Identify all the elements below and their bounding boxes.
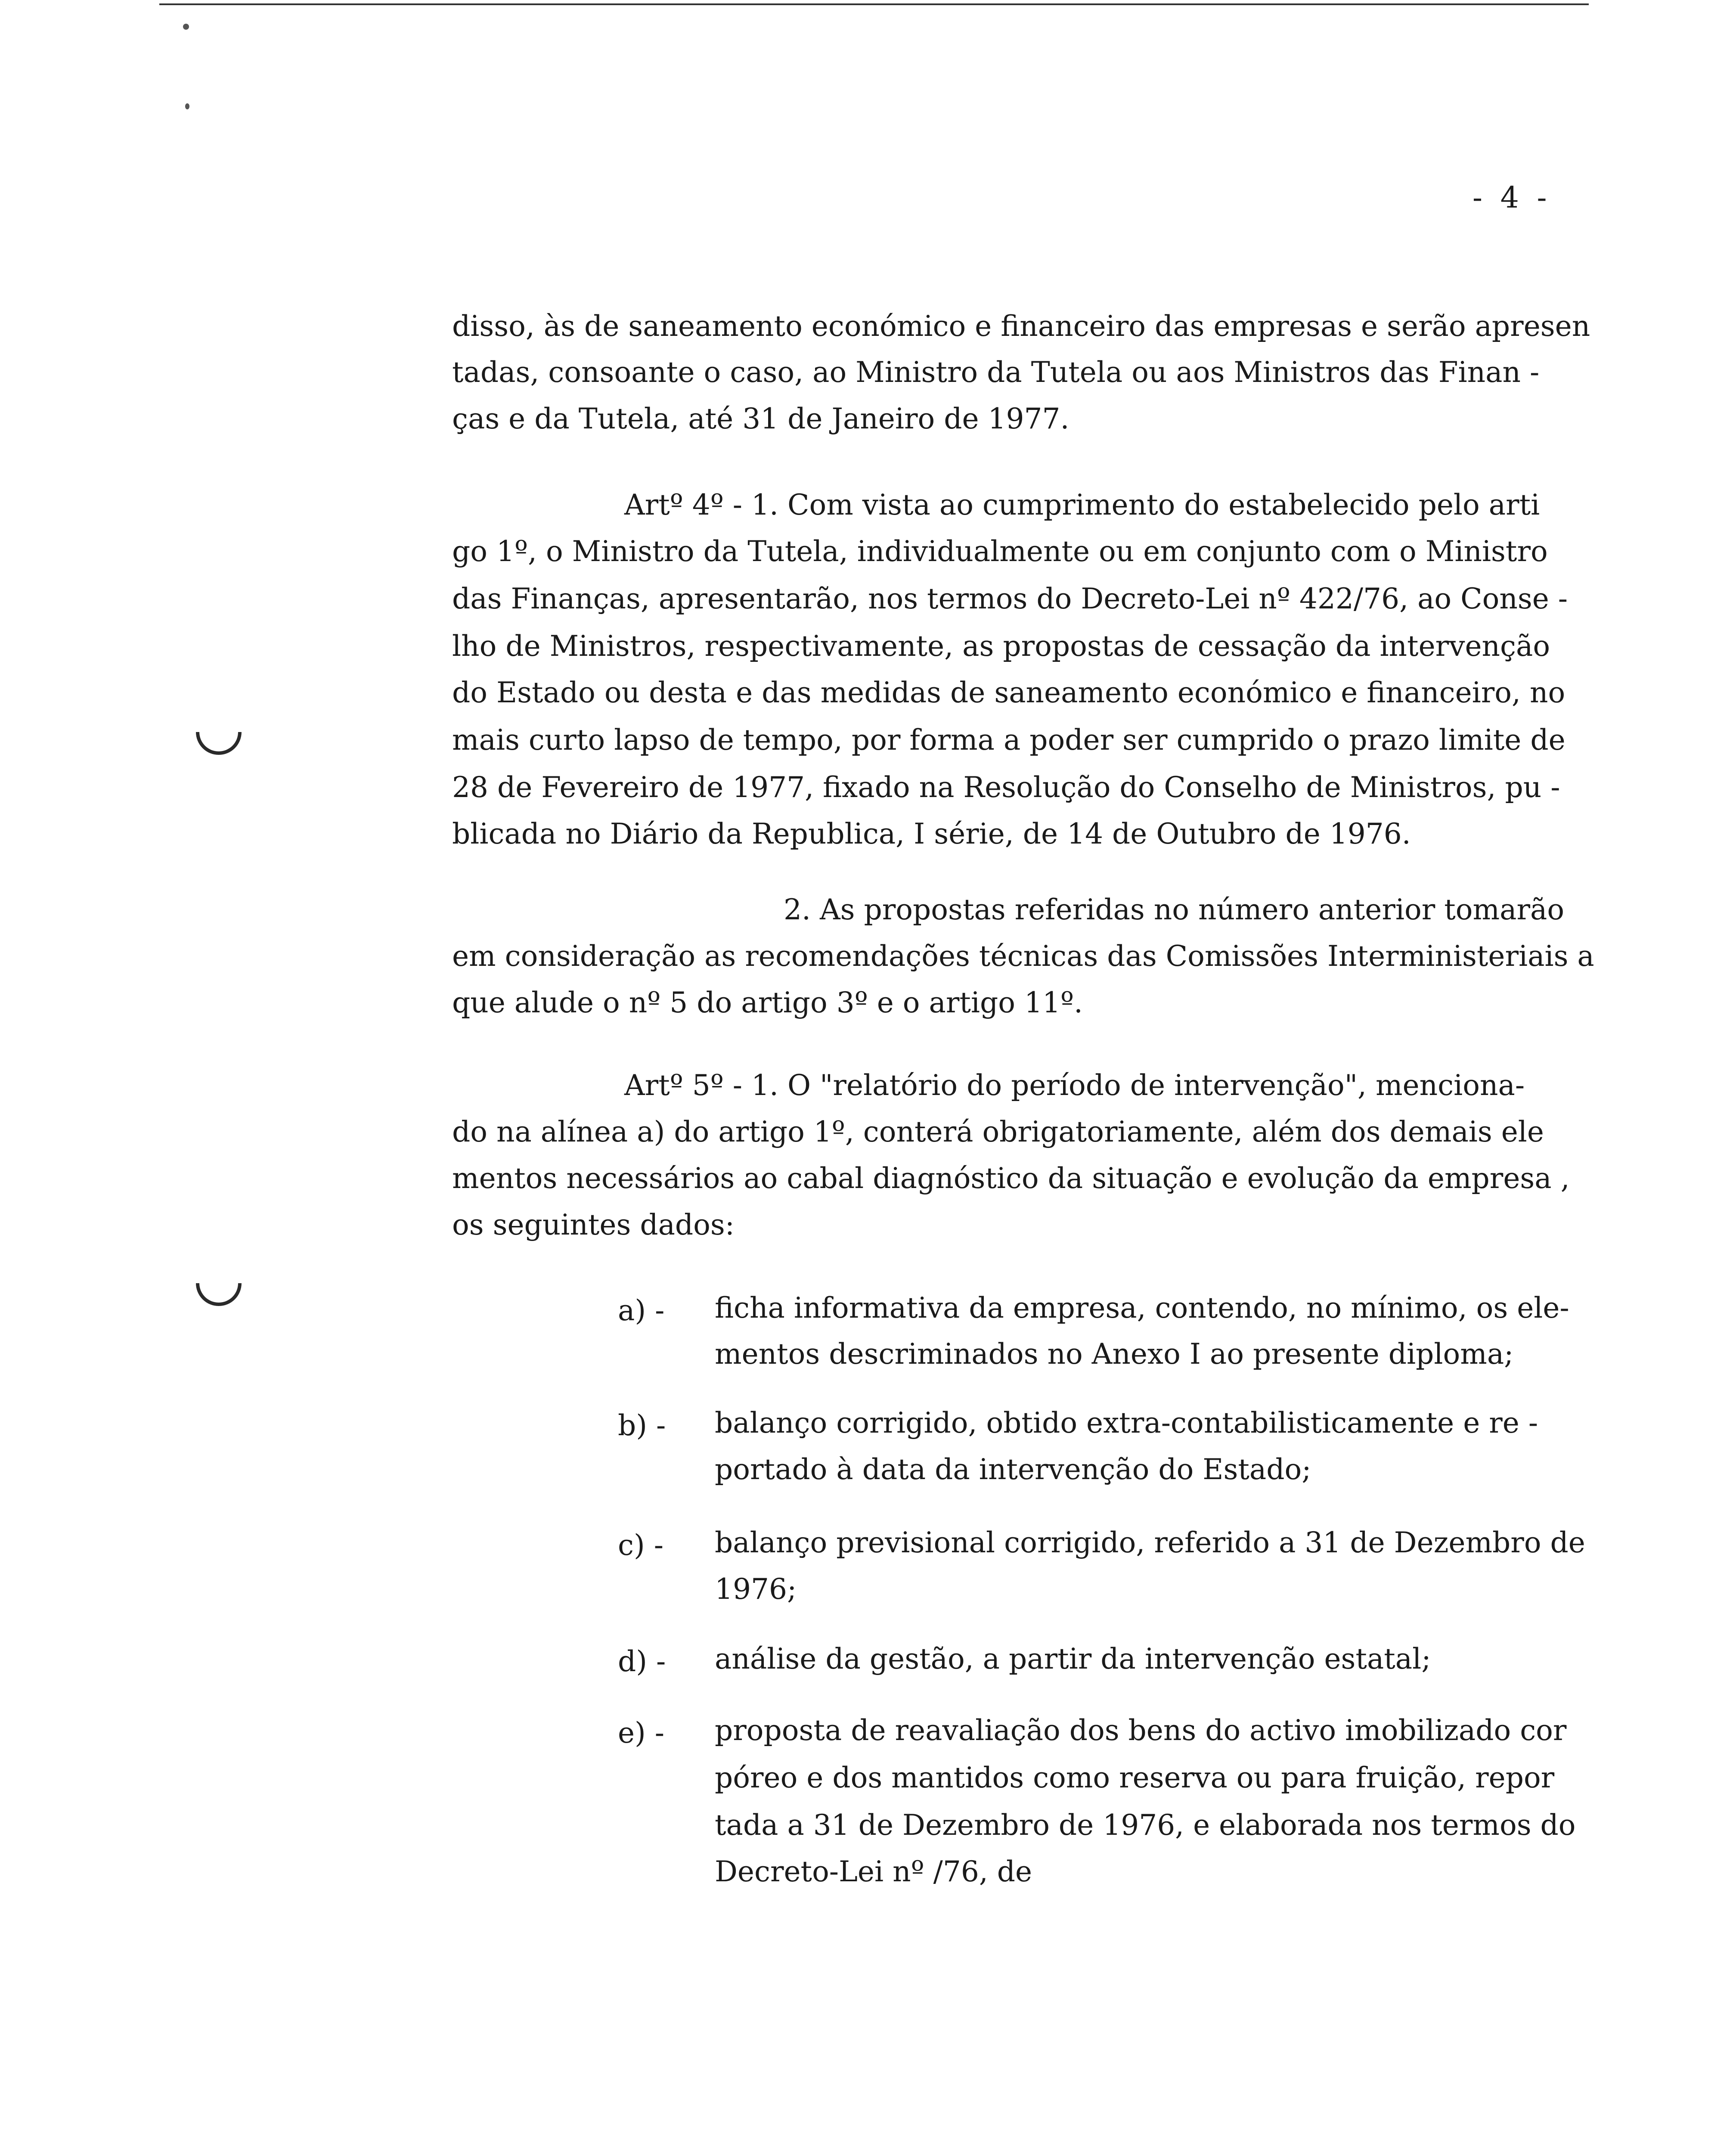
intro-line: tadas, consoante o caso, ao Ministro da Tutela ou aos Ministros das Finan - (452, 356, 1540, 389)
art4-line: go 1º, o Ministro da Tutela, individualmente ou em conjunto com o Ministro (452, 535, 1548, 568)
item-letter: b) - (618, 1409, 666, 1442)
intro-line: disso, às de saneamento económico e financeiro das empresas e serão apresen (452, 310, 1590, 343)
page-number: - 4 - (1472, 181, 1551, 215)
item-line: mentos descriminados no Anexo I ao presente diploma; (715, 1337, 1514, 1371)
item-line: Decreto-Lei nº /76, de (715, 1855, 1032, 1888)
art5-line: do na alínea a) do artigo 1º, conterá obrigatoriamente, além dos demais ele (452, 1115, 1544, 1148)
item-line: balanço corrigido, obtido extra-contabilisticamente e re - (715, 1406, 1538, 1439)
art5-line: os seguintes dados: (452, 1208, 735, 1241)
item-line: póreo e dos mantidos como reserva ou para fruição, repor (715, 1761, 1555, 1794)
art5-line: Artº 5º - 1. O "relatório do período de intervenção", menciona- (624, 1069, 1525, 1102)
speck (185, 103, 189, 109)
item-line: 1976; (715, 1573, 797, 1606)
item-line: ficha informativa da empresa, contendo, no mínimo, os ele- (715, 1291, 1569, 1325)
item-letter: d) - (618, 1645, 666, 1678)
art4-line: do Estado ou desta e das medidas de saneamento económico e financeiro, no (452, 676, 1566, 709)
intro-line: ças e da Tutela, até 31 de Janeiro de 1977. (452, 402, 1070, 435)
art4-line: das Finanças, apresentarão, nos termos do Decreto-Lei nº 422/76, ao Conse - (452, 582, 1568, 615)
item-line: tada a 31 de Dezembro de 1976, e elaborada nos termos do (715, 1809, 1576, 1842)
punch-hole-mark (196, 732, 242, 755)
item-letter: a) - (618, 1294, 665, 1327)
art4-line: 28 de Fevereiro de 1977, fixado na Resolução do Conselho de Ministros, pu - (452, 771, 1560, 804)
top-rule (159, 3, 1589, 5)
item-line: análise da gestão, a partir da intervenção estatal; (715, 1642, 1431, 1675)
punch-hole-mark (196, 1283, 242, 1306)
art4-line: mais curto lapso de tempo, por forma a poder ser cumprido o prazo limite de (452, 723, 1566, 757)
art4-line: lho de Ministros, respectivamente, as propostas de cessação da intervenção (452, 630, 1550, 663)
art4-line: Artº 4º - 1. Com vista ao cumprimento do estabelecido pelo arti (624, 488, 1540, 521)
speck (183, 24, 189, 30)
art4-p2-line: 2. As propostas referidas no número anterior tomarão (784, 893, 1565, 926)
item-letter: c) - (618, 1529, 663, 1562)
item-line: portado à data da intervenção do Estado; (715, 1453, 1311, 1486)
art4-line: blicada no Diário da Republica, I série, de 14 de Outubro de 1976. (452, 817, 1411, 850)
art5-line: mentos necessários ao cabal diagnóstico da situação e evolução da empresa , (452, 1162, 1570, 1195)
item-letter: e) - (618, 1716, 665, 1750)
art4-p2-line: que alude o nº 5 do artigo 3º e o artigo 11º. (452, 986, 1083, 1019)
item-line: balanço previsional corrigido, referido a 31 de Dezembro de (715, 1526, 1585, 1559)
item-line: proposta de reavaliação dos bens do activo imobilizado cor (715, 1714, 1567, 1747)
art4-p2-line: em consideração as recomendações técnicas das Comissões Interministeriais a (452, 940, 1594, 973)
